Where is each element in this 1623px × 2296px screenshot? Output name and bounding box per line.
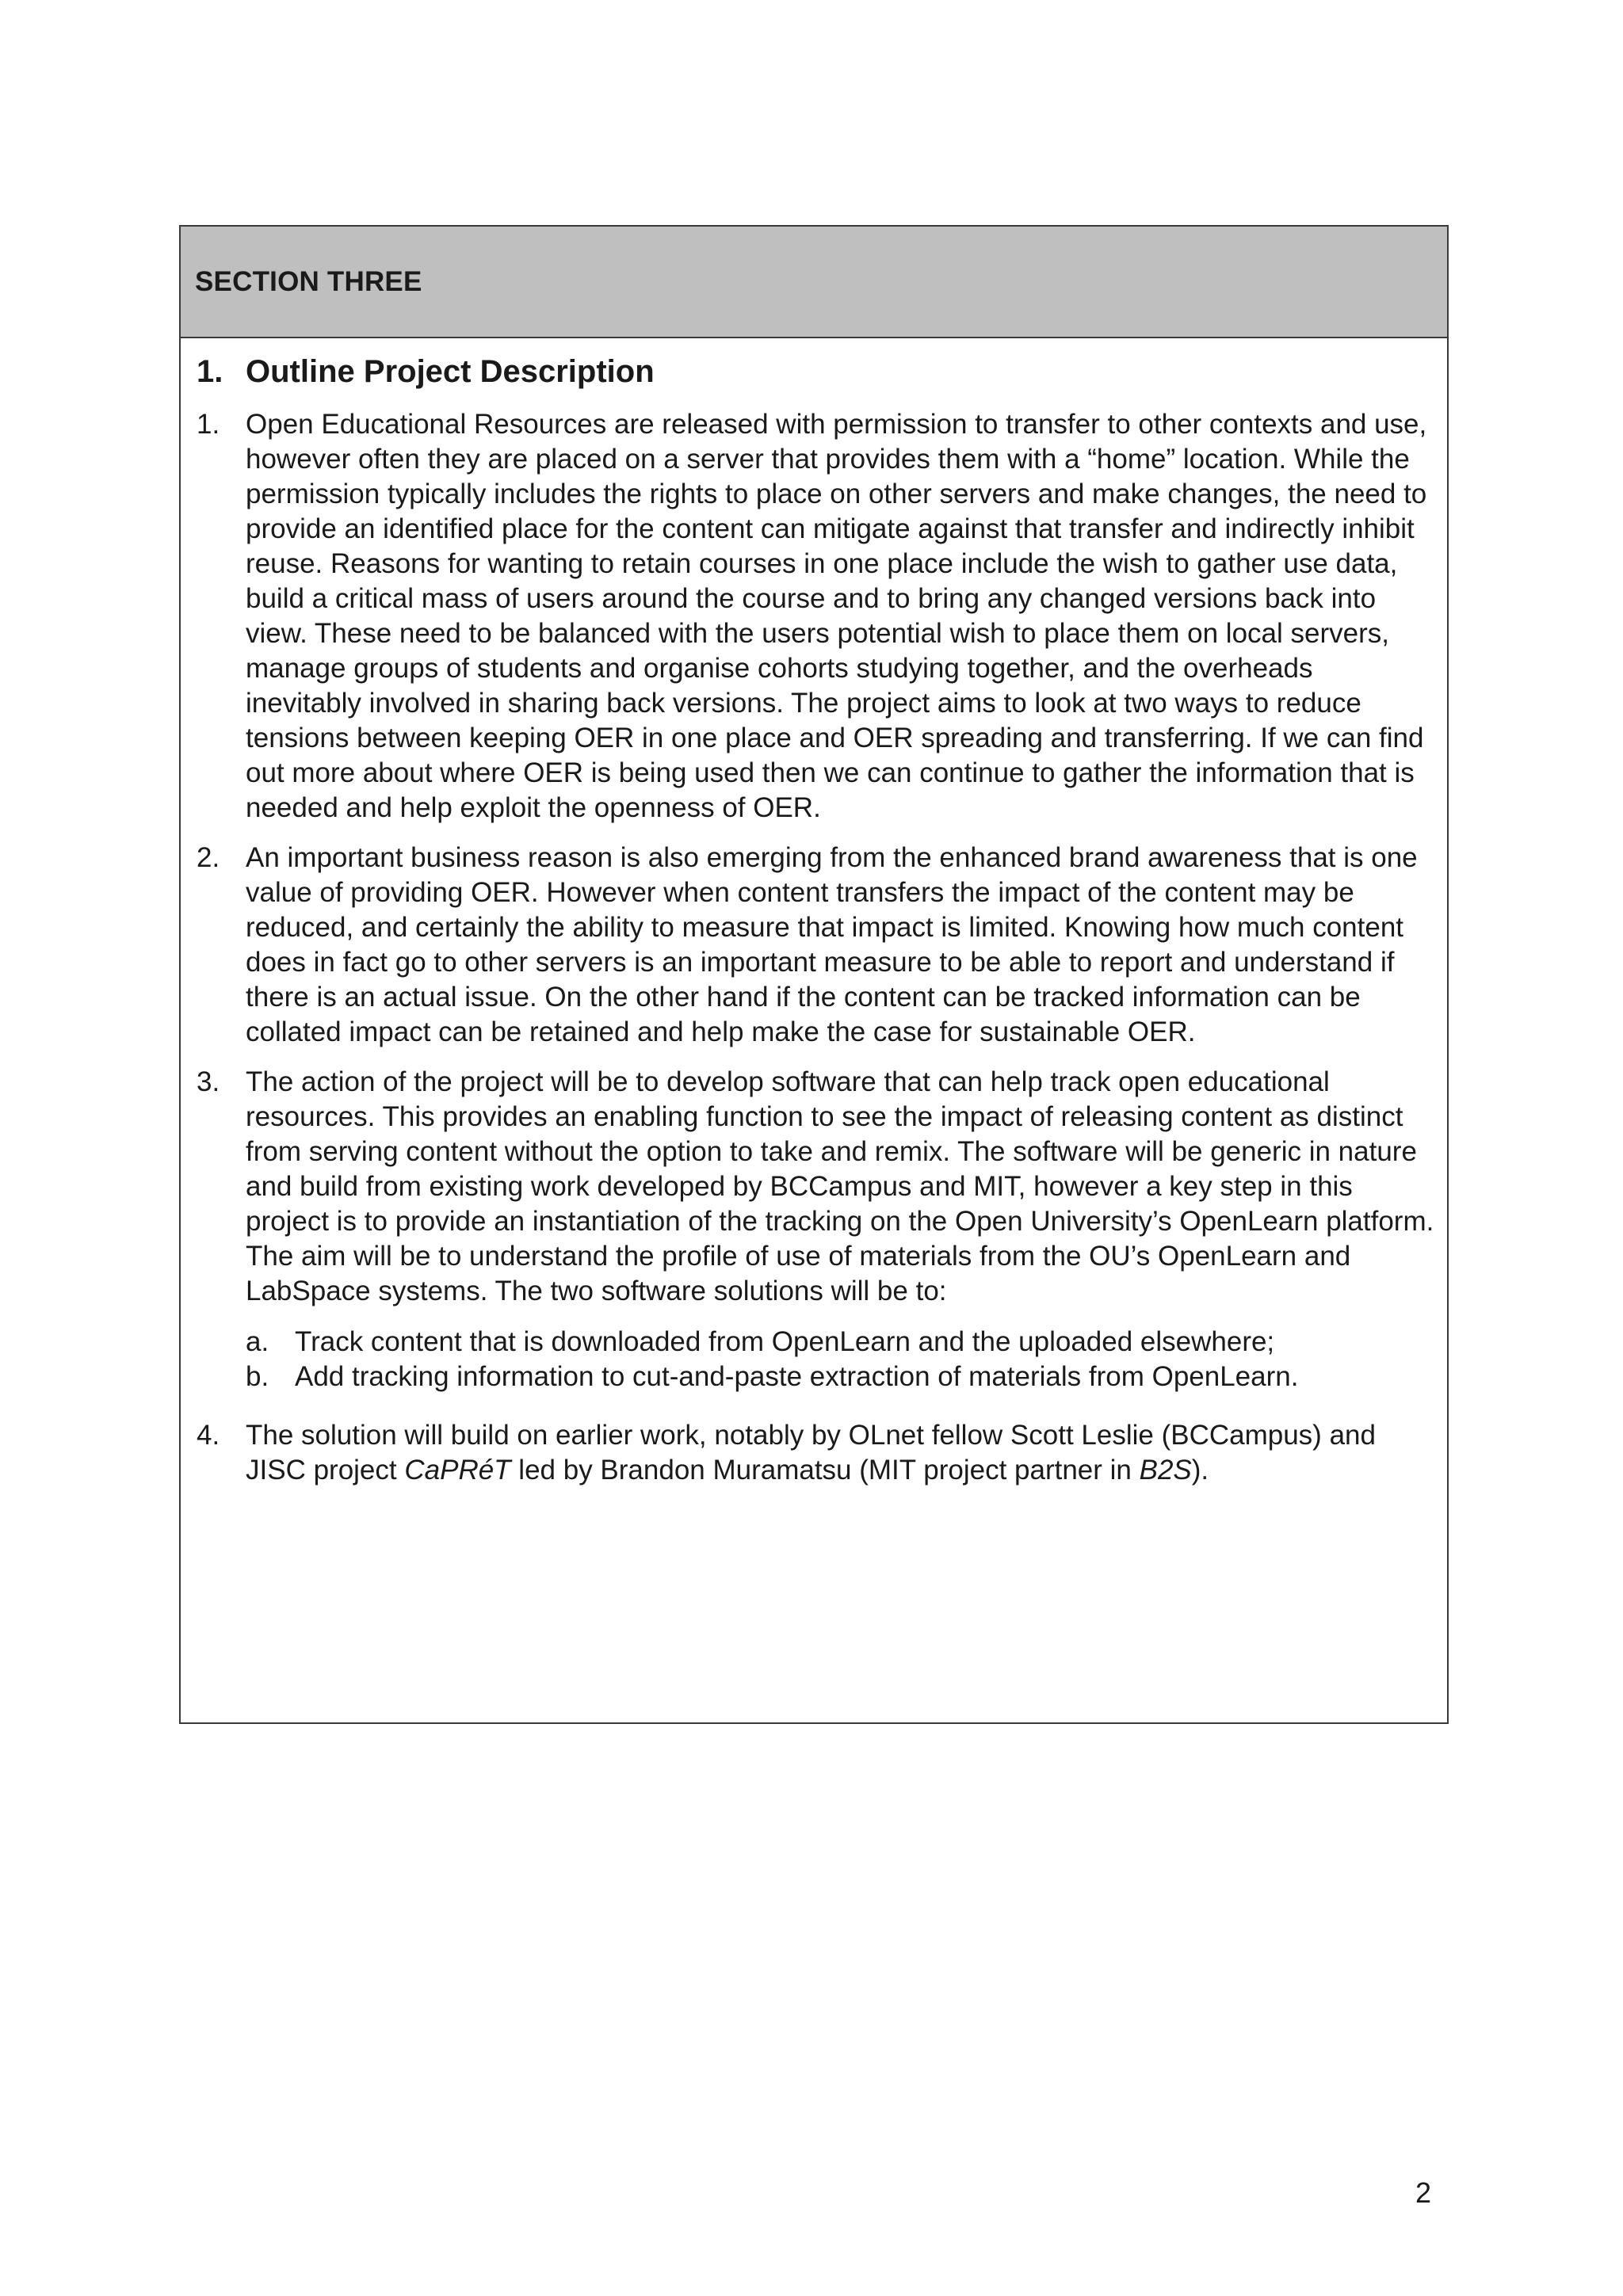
page-number: 2: [1415, 2176, 1432, 2209]
sub-list-item: [197, 1360, 1436, 1394]
text-segment: ).: [1191, 1455, 1209, 1486]
section-body: [181, 338, 1447, 1488]
section-title: SECTION THREE: [195, 265, 422, 297]
list-item: [197, 1418, 1436, 1488]
sub-item-text: Add tracking information to cut-and-paste extraction of materials from OpenLearn.: [295, 1361, 1299, 1392]
project-name-b2s: B2S: [1139, 1455, 1192, 1486]
section-header: [181, 227, 1447, 338]
sub-item-letter: b.: [246, 1361, 269, 1392]
list-item-number: 4.: [197, 1420, 220, 1451]
list-item: [197, 1065, 1436, 1309]
list-item-number: 3.: [197, 1066, 220, 1097]
section-three-box: [179, 225, 1449, 1724]
heading-text: Outline Project Description: [246, 354, 655, 389]
sub-list: [197, 1325, 1436, 1394]
list-item-number: 1.: [197, 409, 220, 440]
heading-number: 1.: [197, 354, 223, 389]
list-item: [197, 841, 1436, 1050]
list-item-text: [246, 1418, 1436, 1488]
list-item-text: An important business reason is also emerging from the enhanced brand awareness that is one value of providing OER. However when content transfers the impact of the content may be reduced, and certainly the ability to measure that impact is limited. Knowing how much content does in fact go to other servers is an important measure to be able to report and understand if there is an actual issue. On the other hand if the content can be tracked information can be collated impact can be retained and help make the case for sustainable OER.: [246, 842, 1418, 1047]
sub-item-letter: a.: [246, 1326, 269, 1357]
list-item-text: Open Educational Resources are released with permission to transfer to other contexts and use, however often they are placed on a server that provides them with a “home” location. While the permission typically includes the rights to place on other servers and make changes, the need to provide an identified place for the content can mitigate against that transfer and indirectly inhibit reuse. Reasons for wanting to retain courses in one place include the wish to gather use data, build a critical mass of users around the course and to bring any changed versions back into view. These need to be balanced with the users potential wish to place them on local servers, manage groups of students and organise cohorts studying together, and the overheads inevitably involved in sharing back versions. The project aims to look at two ways to reduce tensions between keeping OER in one place and OER spreading and transferring. If we can find out more about where OER is being used then we can continue to gather the information that is needed and help exploit the openness of OER.: [246, 409, 1427, 823]
list-item: [197, 407, 1436, 826]
text-segment: The solution will build on earlier work, notably by OLnet fellow Scott Leslie (BCCampus) and JISC project: [246, 1420, 1376, 1486]
list-item-number: 2.: [197, 842, 220, 873]
sub-list-item: [197, 1325, 1436, 1360]
outline-heading: [197, 354, 1436, 390]
list-item-text: The action of the project will be to develop software that can help track open educational resources. This provides an enabling function to see the impact of releasing content as distinct from serving content without the option to take and remix. The software will be generic in nature and build from existing work developed by BCCampus and MIT, however a key step in this project is to provide an instantiation of the tracking on the Open University’s OpenLearn platform. The aim will be to understand the profile of use of materials from the OU’s OpenLearn and LabSpace systems. The two software solutions will be to:: [246, 1066, 1434, 1306]
text-segment: led by Brandon Muramatsu (MIT project partner in: [510, 1455, 1140, 1486]
sub-item-text: Track content that is downloaded from OpenLearn and the uploaded elsewhere;: [295, 1326, 1275, 1357]
project-name-capret: CaPRéT: [404, 1455, 511, 1486]
